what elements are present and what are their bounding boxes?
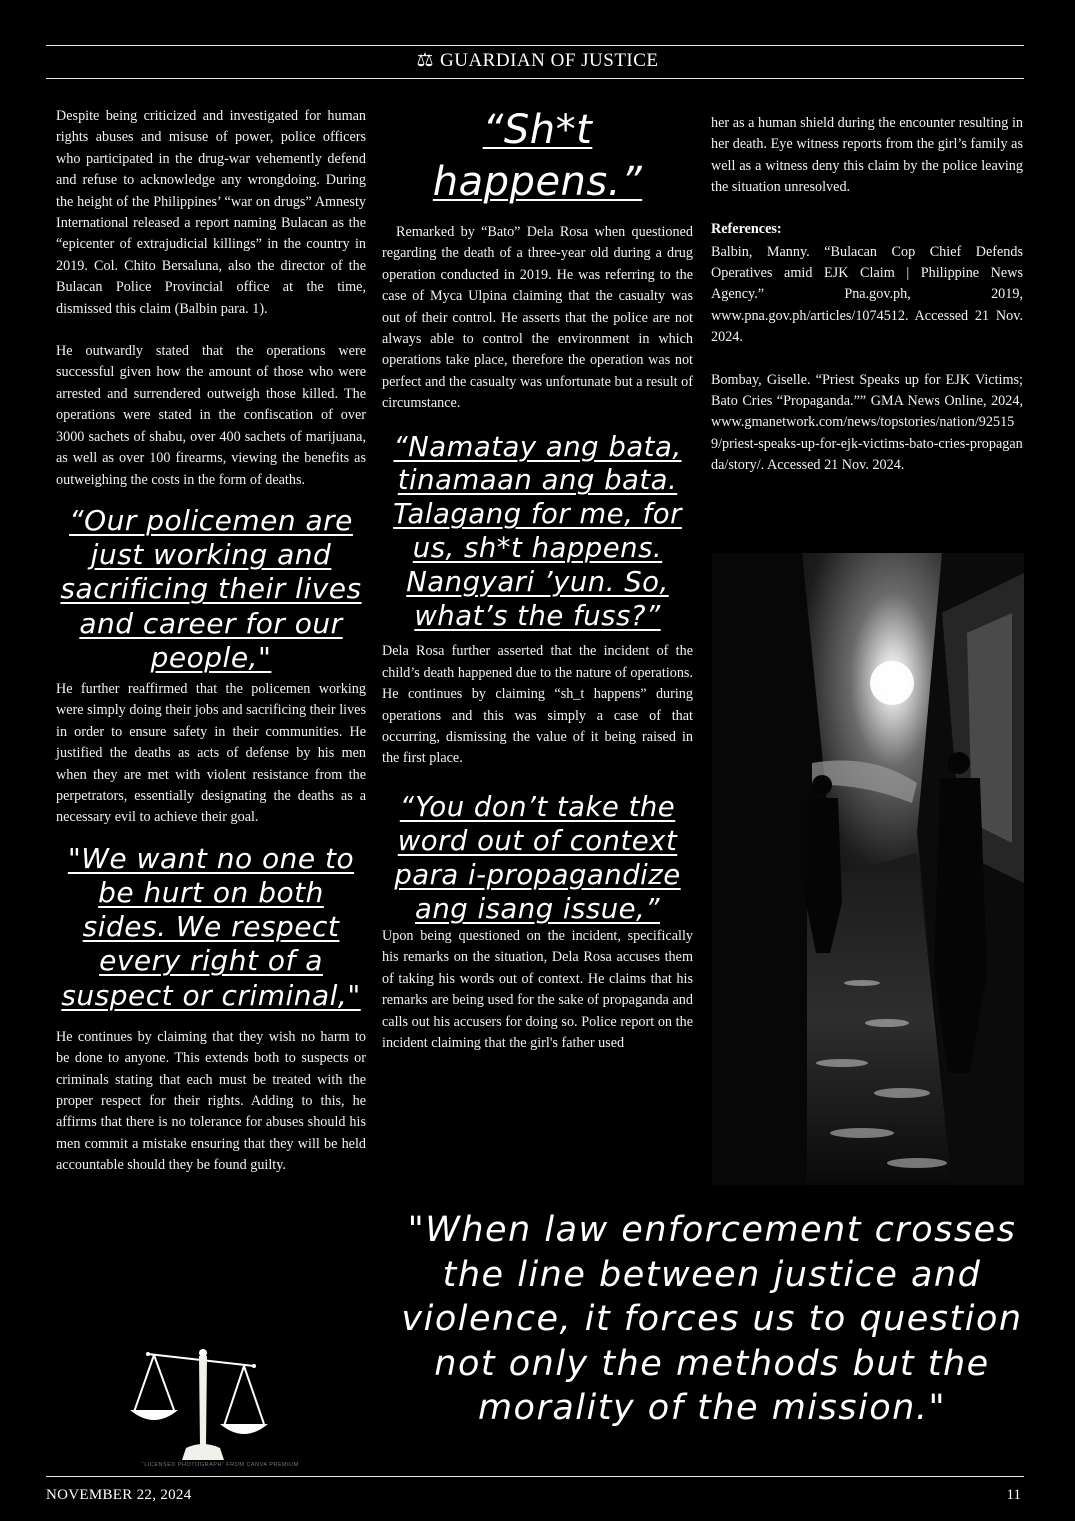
middle-paragraph-3: Upon being questioned on the incident, specifically his remarks on the situation, Dela Rosa accuses them of taking his words out of context. He claims that his remarks are being used for the sake of propaganda and calls out his accusers for doing so. Police report on the incident claiming that the girl's father used (382, 927, 693, 1051)
page-number: 11 (1006, 1487, 1021, 1503)
middle-paragraph-2: Dela Rosa further asserted that the incident of the child’s death happened due to the nature of operations. He continues by claiming “sh_t happens” during operations and this was simply a case of that occurring, dismissing the value of it being raised in the first place. (382, 643, 693, 767)
scales-icon: ⚖ (416, 50, 435, 71)
reference-balbin: Balbin, Manny. “Bulacan Cop Chief Defends Operatives amid EJK Claim | Philippine News Agency.” Pna.gov.ph, 2019, www.pna.gov.ph/articles/1074512. Accessed 21 Nov. 2024. (711, 243, 1023, 346)
masthead-rule (46, 78, 1024, 79)
alley-night-image (712, 553, 1024, 1185)
references-heading: References: (711, 220, 782, 237)
reference-bombay: Bombay, Giselle. “Priest Speaks up for EJK Victims; Bato Cries “Propaganda.”” GMA News Online, 2024, www.gmanetwork.com/news/topstories/nation/925159/priest-speaks-up-for-ejk-victims-bato-cries-propaganda/story/. Accessed 21 Nov. 2024. (711, 371, 1023, 474)
middle-paragraph-1: Remarked by “Bato” Dela Rosa when questioned regarding the death of a three-year old during a drug operation conducted in 2019. He was referring to the case of Myca Ulpina claiming that the casualty was out of their control. He asserts that the police are not always able to control the environment in which operations take place, therefore the operation was not perfect and the casualty was unfortunate but a result of circumstance. (382, 224, 693, 412)
left-paragraph-3: He further reaffirmed that the policemen working were simply doing their jobs and sacrificing their lives in order to ensure safety in their communities. He justified the deaths as acts of defense by his men when they are met with violent resistance from the perpetrators, essentially designating the deaths as a necessary evil to achieve their goal. (56, 680, 366, 826)
publication-title: GUARDIAN OF JUSTICE (440, 50, 659, 71)
scales-of-justice-icon (126, 1346, 306, 1476)
quote-sht-happens: “Sh*t happens.” (432, 107, 643, 205)
left-column (56, 106, 366, 1177)
left-paragraph-4: He continues by claiming that they wish no harm to be done to anyone. This extends both to suspects or criminals stating that each must be treated with the proper respect for their rights. Adding to this, he affirms that there is no tolerance for abuses should his men commit a mistake ensuring that they will be held accountable should they be found guilty. (56, 1028, 366, 1174)
issue-date: NOVEMBER 22, 2024 (46, 1487, 192, 1503)
masthead (0, 49, 1075, 72)
top-rule (46, 45, 1024, 46)
quote-no-one-hurt: "We want no one to be hurt on both sides. We respect every right of a suspect or criminal," (61, 841, 361, 1012)
middle-column (382, 104, 693, 1054)
right-paragraph-1: her as a human shield during the encounter resulting in her death. Eye witness reports from the girl’s family as well as a witness deny this claim by the police leaving the situation unresolved. (711, 115, 1023, 196)
alley-photo (712, 553, 1024, 1185)
quote-out-of-context: “You don’t take the word out of context para i-propagandize ang isang issue,” (394, 790, 681, 925)
quote-namatay-ang-bata: “Namatay ang bata, tinamaan ang bata. Talagang for me, for us, sh*t happens. Nangyari ’yun. So, what’s the fuss?” (393, 430, 682, 632)
image-credit: “LICENSED PHOTOGRAPH” FROM CANVA PREMIUM (142, 1462, 299, 1468)
quote-policemen: “Our policemen are just working and sacrificing their lives and career for our people," (60, 503, 362, 674)
pull-quote: "When law enforcement crosses the line between justice and violence, it forces us to question not only the methods but the morality of the mission." (401, 1210, 1023, 1428)
footer-rule (46, 1476, 1024, 1477)
left-paragraph-2: He outwardly stated that the operations were successful given how the amount of those who were arrested and surrendered outweigh those killed. The operations were stated in the confiscation of over 3000 sachets of shabu, over 400 sachets of marijuana, as well as over 100 firearms, viewing the benefits as outweighing the costs in the form of deaths. (56, 343, 366, 488)
left-paragraph-1: Despite being criticized and investigated for human rights abuses and misuse of power, police officers who participated in the drug-war vehemently defend and refuse to acknowledge any wrongdoing. During the height of the Philippines’ “war on drugs” Amnesty International released a report naming Bulacan as the “epicenter of extrajudicial killings” in the country in 2019. Col. Chito Bersaluna, also the director of the Bulacan Police Provincial office at the time, dismissed this claim (Balbin para. 1). (56, 108, 366, 317)
right-column (711, 113, 1023, 477)
